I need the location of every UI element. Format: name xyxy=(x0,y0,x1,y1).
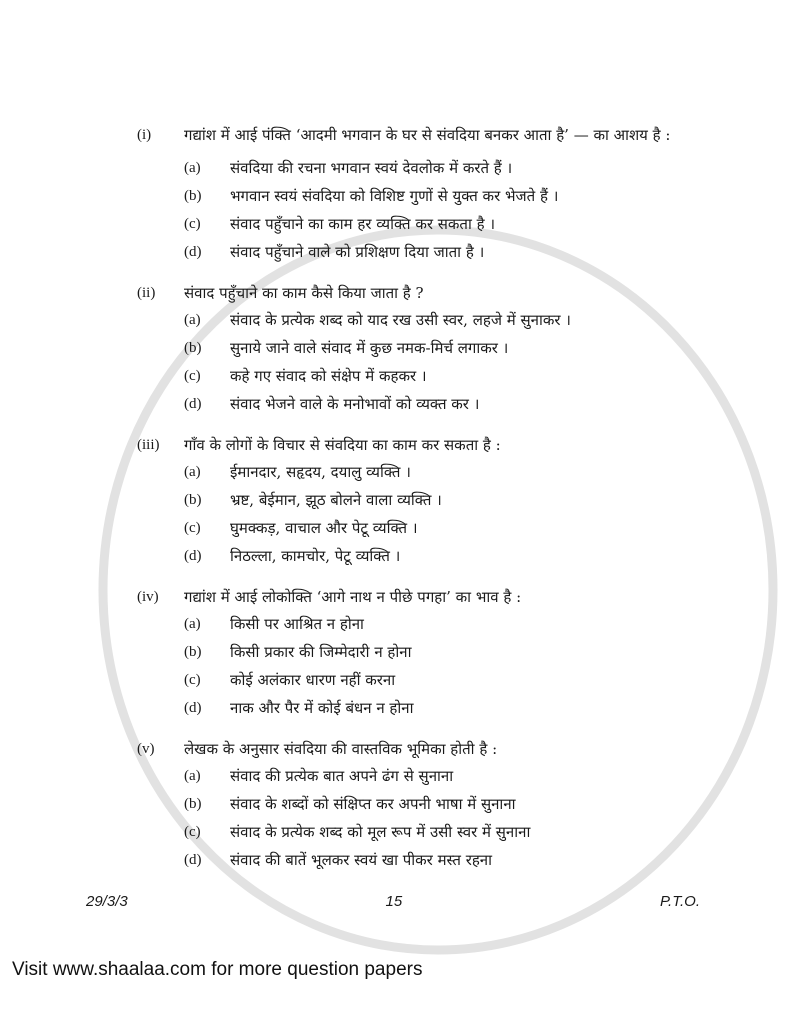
option-c xyxy=(184,514,737,542)
option-text: घुमक्कड़, वाचाल और पेटू व्यक्ति । xyxy=(230,519,418,537)
option-label: (d) xyxy=(184,548,202,564)
option-label: (b) xyxy=(184,340,202,356)
option-label: (b) xyxy=(184,492,202,508)
option-c xyxy=(184,362,737,390)
option-d xyxy=(184,390,737,418)
option-text: संवाद के प्रत्येक शब्द को मूल रूप में उसी स्वर में सुनाना xyxy=(230,823,531,841)
option-text: संवदिया की रचना भगवान स्वयं देवलोक में करते हैं । xyxy=(230,159,513,177)
option-a xyxy=(184,306,737,334)
option-b xyxy=(184,638,737,666)
option-label: (a) xyxy=(184,160,201,176)
question-text: संवाद पहुँचाने का काम कैसे किया जाता है ? xyxy=(184,284,424,302)
option-text: संवाद पहुँचाने वाले को प्रशिक्षण दिया जाता है । xyxy=(230,243,485,261)
option-label: (c) xyxy=(184,216,201,232)
option-label: (d) xyxy=(184,244,202,260)
option-label: (d) xyxy=(184,700,202,716)
option-text: संवाद की प्रत्येक बात अपने ढंग से सुनाना xyxy=(230,767,454,785)
option-d xyxy=(184,542,737,570)
option-label: (d) xyxy=(184,852,202,868)
option-text: नाक और पैर में कोई बंधन न होना xyxy=(230,699,414,717)
option-d xyxy=(184,238,737,266)
option-a xyxy=(184,458,737,486)
option-label: (c) xyxy=(184,520,201,536)
option-label: (a) xyxy=(184,464,201,480)
option-text: किसी प्रकार की जिम्मेदारी न होना xyxy=(230,643,412,661)
option-c xyxy=(184,210,737,238)
pto-label: P.T.O. xyxy=(659,893,700,910)
question-text: गद्यांश में आई लोकोक्ति ‘आगे नाथ न पीछे पगहा’ का भाव है : xyxy=(184,588,522,606)
option-label: (b) xyxy=(184,644,202,660)
page-footer xyxy=(86,892,700,912)
option-label: (c) xyxy=(184,824,201,840)
option-label: (b) xyxy=(184,188,202,204)
option-d xyxy=(184,846,737,874)
option-text: कोई अलंकार धारण नहीं करना xyxy=(230,671,396,689)
question-i xyxy=(137,122,737,266)
option-d xyxy=(184,694,737,722)
question-number: (iii) xyxy=(137,437,160,453)
option-text: संवाद पहुँचाने का काम हर व्यक्ति कर सकता है । xyxy=(230,215,496,233)
option-label: (c) xyxy=(184,368,201,384)
option-label: (b) xyxy=(184,796,202,812)
question-v xyxy=(137,736,737,874)
option-c xyxy=(184,818,737,846)
option-text: भ्रष्ट, बेईमान, झूठ बोलने वाला व्यक्ति । xyxy=(230,491,442,509)
question-number: (iv) xyxy=(137,589,159,605)
option-b xyxy=(184,182,737,210)
question-iv xyxy=(137,584,737,722)
option-text: संवाद के प्रत्येक शब्द को याद रख उसी स्वर, लहजे में सुनाकर । xyxy=(230,311,571,329)
option-text: निठल्ला, कामचोर, पेटू व्यक्ति । xyxy=(230,547,401,565)
option-b xyxy=(184,334,737,362)
question-number: (i) xyxy=(137,127,152,143)
option-text: किसी पर आश्रित न होना xyxy=(230,615,364,633)
option-label: (a) xyxy=(184,768,201,784)
option-text: सुनाये जाने वाले संवाद में कुछ नमक-मिर्च लगाकर । xyxy=(230,339,509,357)
question-ii xyxy=(137,280,737,418)
option-label: (a) xyxy=(184,312,201,328)
shaalaa-link[interactable]: Visit www.shaalaa.com for more question papers xyxy=(12,959,423,980)
question-number: (ii) xyxy=(137,285,156,301)
question-iii xyxy=(137,432,737,570)
question-text: लेखक के अनुसार संवदिया की वास्तविक भूमिका होती है : xyxy=(184,740,498,758)
option-text: ईमानदार, सहृदय, दयालु व्यक्ति । xyxy=(230,463,411,481)
option-a xyxy=(184,154,737,182)
option-text: संवाद भेजने वाले के मनोभावों को व्यक्त कर । xyxy=(230,395,480,413)
option-text: संवाद की बातें भूलकर स्वयं खा पीकर मस्त रहना xyxy=(230,851,493,869)
question-text: गद्यांश में आई पंक्ति ‘आदमी भगवान के घर से संवदिया बनकर आता है’ — का आशय है : xyxy=(184,126,671,144)
question-text: गाँव के लोगों के विचार से संवदिया का काम कर सकता है : xyxy=(184,436,501,454)
option-label: (c) xyxy=(184,672,201,688)
option-a xyxy=(184,610,737,638)
option-text: भगवान स्वयं संवदिया को विशिष्ट गुणों से युक्त कर भेजते हैं । xyxy=(230,187,559,205)
option-label: (d) xyxy=(184,396,202,412)
option-b xyxy=(184,486,737,514)
option-text: कहे गए संवाद को संक्षेप में कहकर । xyxy=(230,367,427,385)
option-label: (a) xyxy=(184,616,201,632)
option-text: संवाद के शब्दों को संक्षिप्त कर अपनी भाषा में सुनाना xyxy=(230,795,516,813)
page-number: 15 xyxy=(385,893,403,910)
option-b xyxy=(184,790,737,818)
option-a xyxy=(184,762,737,790)
question-number: (v) xyxy=(137,741,155,757)
paper-code: 29/3/3 xyxy=(86,893,128,910)
option-c xyxy=(184,666,737,694)
